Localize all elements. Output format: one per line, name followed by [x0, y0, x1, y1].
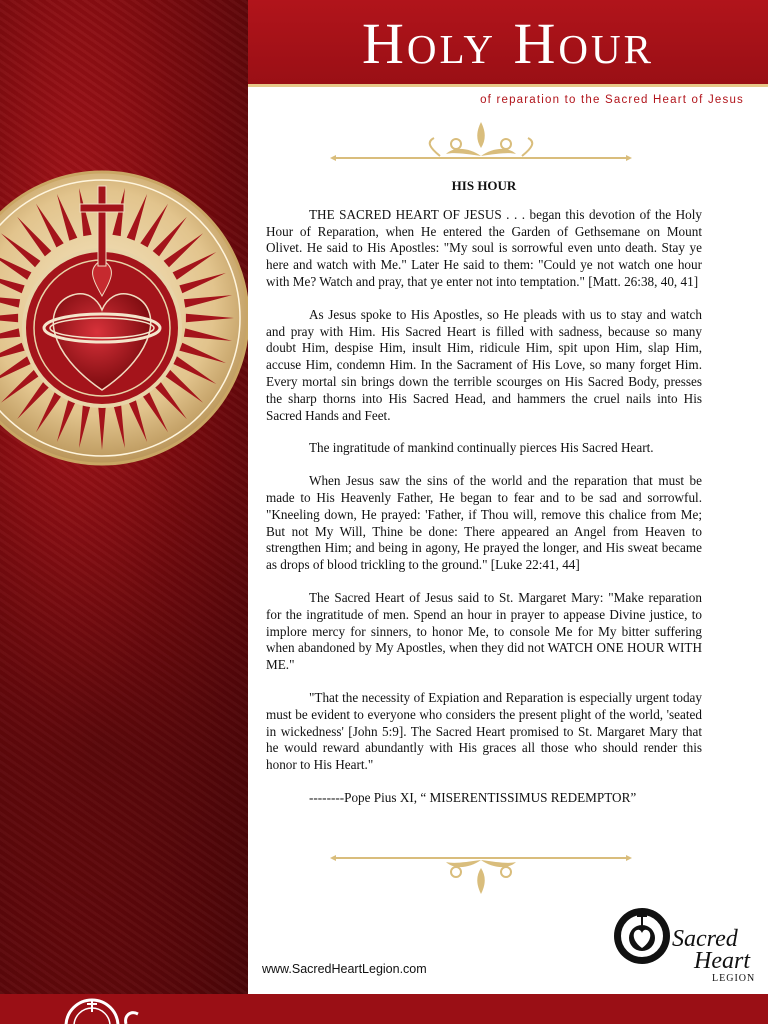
footer-logo-icon	[62, 996, 202, 1024]
paragraph: The ingratitude of mankind continually pierces His Sacred Heart.	[309, 440, 654, 456]
paragraph: When Jesus saw the sins of the world and the reparation that must be made to His Heavenly Father, He began to fear and to be sad and sorrowful. "Kneeling down, He prayed: 'Father, if Thou will, remove this chalice from Me; But not My Will, Thine be done: There appeared an Angel from Heaven to strengthen Him; and being in agony, He prayed the longer, and His sweat became as drops of blood trickling to the ground." [Luke 22:41, 44]	[266, 473, 702, 573]
svg-text:LEGION: LEGION	[712, 973, 756, 984]
section-heading: HIS HOUR	[451, 178, 517, 193]
header-band	[248, 0, 768, 87]
page-subtitle: of reparation to the Sacred Heart of Jesus	[480, 94, 744, 106]
decorative-side-panel	[0, 0, 248, 994]
paragraph: THE SACRED HEART OF JESUS . . . began this devotion of the Holy Hour of Reparation, when He entered the Garden of Gethsemane on Mount Olivet. He said to His Apostles: "My soul is sorrowful even unto death. Stay ye here and watch with Me." Later He said to them: "Could ye not watch one hour with Me? Watch and pray, that ye enter not into temptation." [Matt. 26:38, 40, 41]	[266, 206, 702, 289]
fleur-de-lis-ornament-icon	[330, 118, 632, 168]
svg-text:Sacred: Sacred	[672, 926, 738, 952]
website-link[interactable]: www.SacredHeartLegion.com	[262, 962, 427, 976]
svg-text:Heart: Heart	[694, 948, 750, 974]
attribution: --------Pope Pius XI, “ MISERENTISSIMUS REDEMPTOR”	[309, 789, 637, 805]
paragraph: The Sacred Heart of Jesus said to St. Margaret Mary: "Make reparation for the ingratitude of men. Spend an hour in prayer to appease Divine justice, to implore mercy for sinners, to honor Me, to console Me for My bitter suffering when abandoned by My Apostles, when they did not WATCH ONE HOUR WITH ME."	[266, 589, 702, 673]
sacred-heart-medallion-icon	[0, 168, 248, 468]
paragraph: "That the necessity of Expiation and Reparation is especially urgent today must be evident to everyone who considers the present plight of the world, 'seated in wickedness' [John 5:9]. The Sacred Heart promised to St. Margaret Mary that he would reward abundantly with His graces all those who should render this honor to His Heart."	[266, 689, 702, 773]
paragraph: As Jesus spoke to His Apostles, so He pleads with us to stay and watch and pray with Him. His Sacred Heart is filled with sadness, because so many doubt Him, despise Him, insult Him, ridicule Him, spit upon Him, slap Him, accuse Him, condemn Him. In the Sacrament of His Love, so many forget Him. Every mortal sin brings down the terrible scourges on His Sacred Body, presses the sharp thorns into His Sacred Head, and hammers the cruel nails into His Sacred Hands and Feet.	[266, 306, 702, 423]
fleur-de-lis-ornament-icon	[330, 848, 632, 898]
article-body	[266, 178, 702, 823]
page-title: Holy Hour	[362, 11, 654, 76]
sacred-heart-legion-logo	[612, 904, 762, 984]
damask-texture	[0, 0, 248, 994]
